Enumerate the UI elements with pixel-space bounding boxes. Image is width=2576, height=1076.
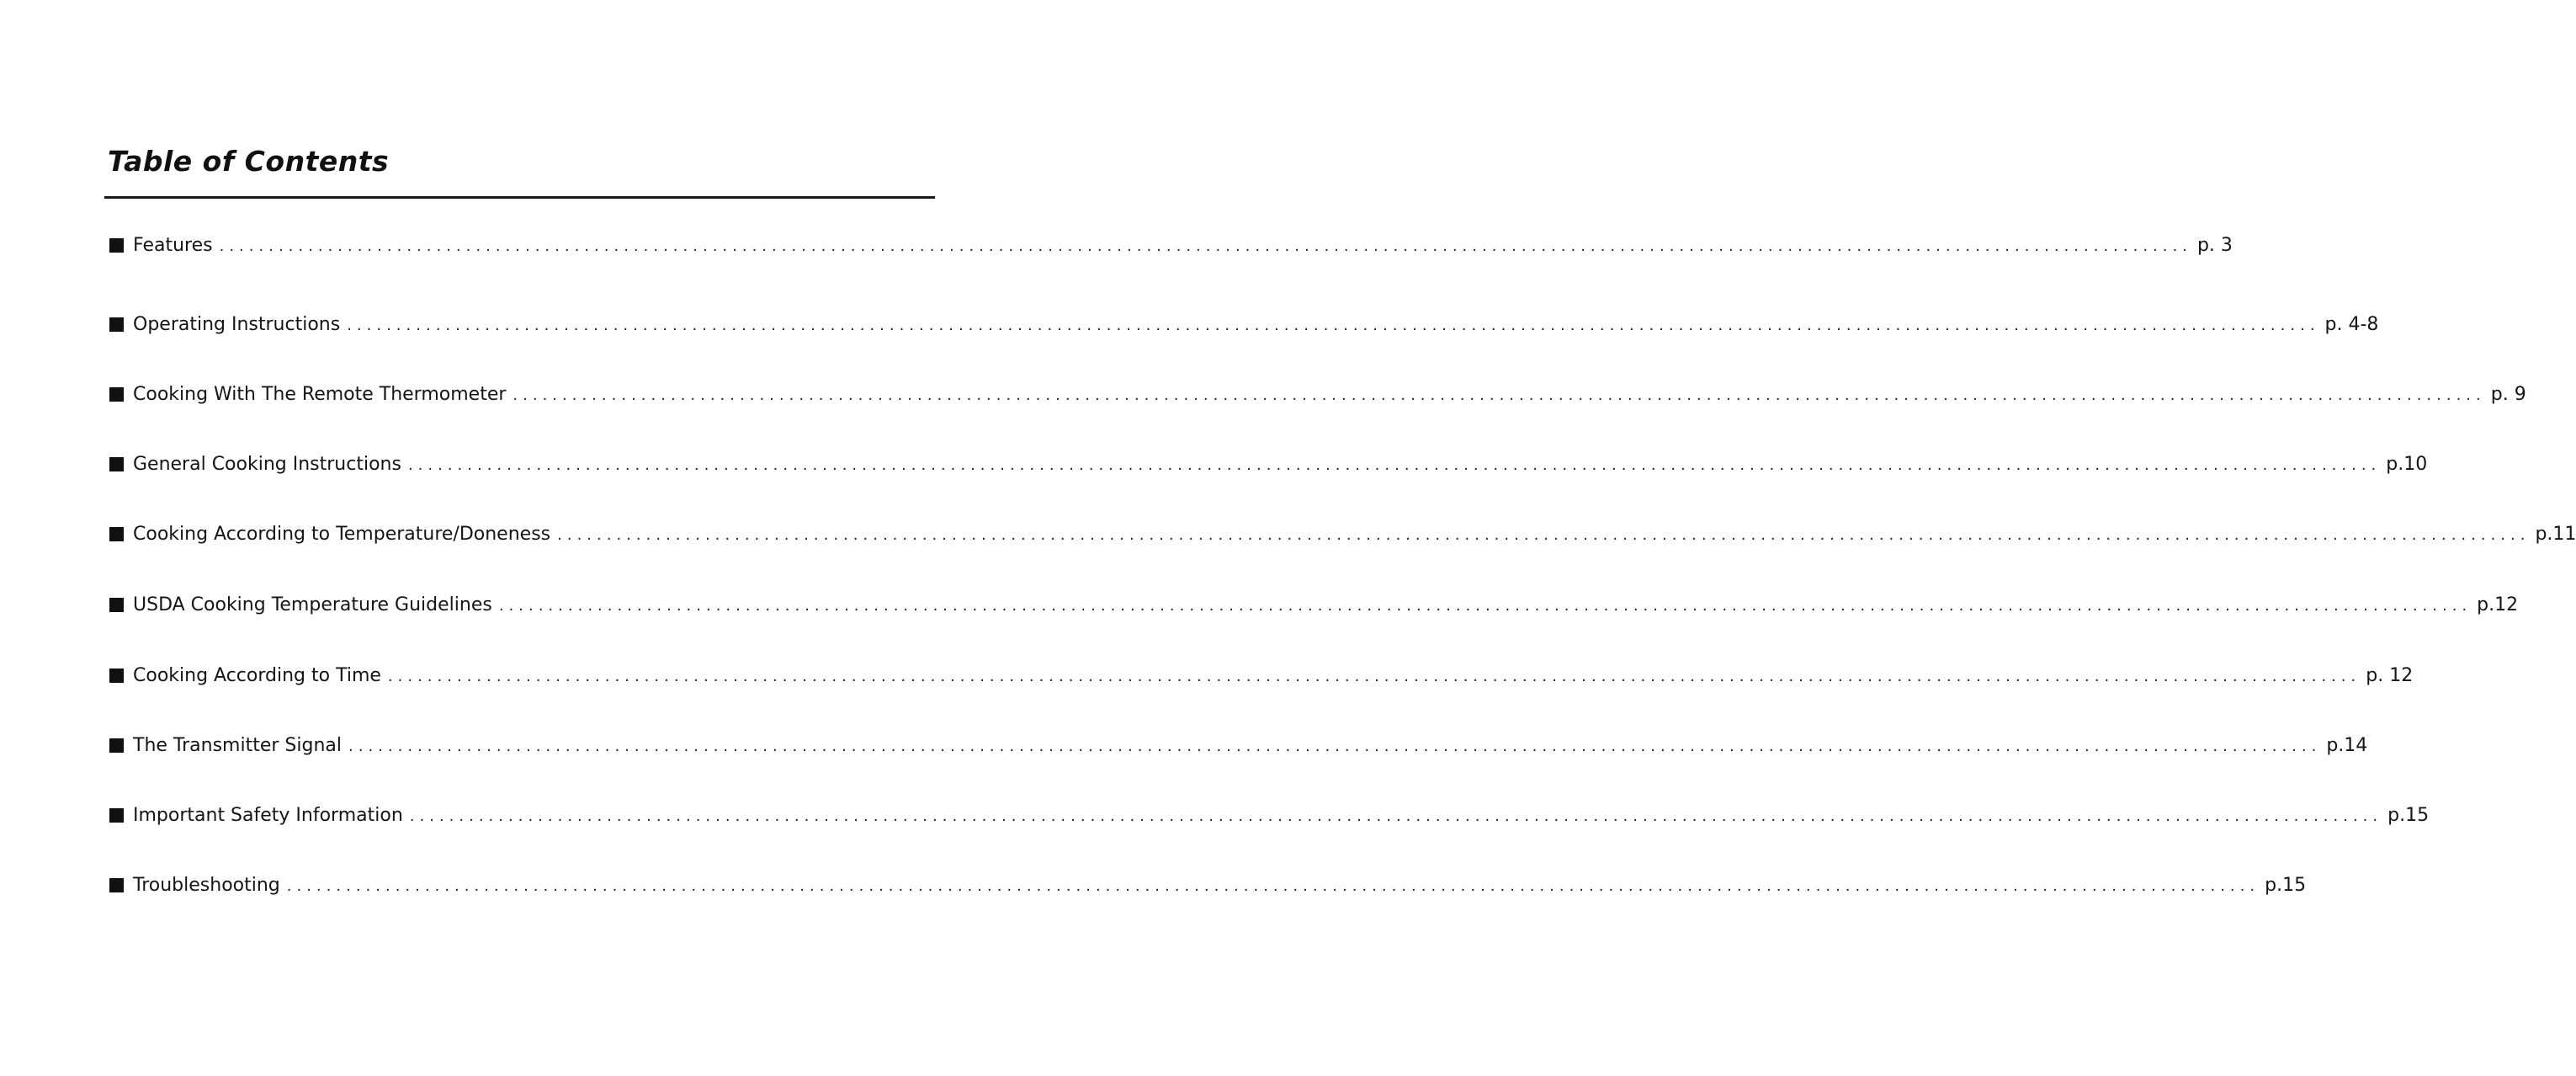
dot-leader: ........................................................................................................................................................................................................: [387, 668, 2361, 685]
dot-leader: ........................................................................................................................................................................................................: [347, 317, 2320, 334]
toc-entry-label: Important Safety Information: [133, 805, 403, 826]
square-bullet-icon: [109, 387, 124, 402]
square-bullet-icon: [109, 738, 124, 753]
toc-entry: [109, 232, 2233, 260]
toc-entry: [109, 311, 2379, 339]
toc-entry-page: p. 3: [2196, 235, 2233, 256]
page-title: Table of Contents: [108, 145, 390, 178]
toc-entry-label: Cooking With The Remote Thermometer: [133, 384, 507, 405]
toc-entry-label: Operating Instructions: [133, 314, 341, 335]
square-bullet-icon: [109, 598, 124, 612]
square-bullet-icon: [109, 457, 124, 471]
toc-entry-label: Cooking According to Temperature/Doneness: [133, 524, 551, 545]
toc-entry-label: Features: [133, 235, 213, 256]
toc-entry-label: USDA Cooking Temperature Guidelines: [133, 594, 492, 615]
dot-leader: ........................................................................................................................................................................................................: [409, 807, 2383, 825]
toc-entry: [109, 450, 2428, 479]
toc-entry-page: p.14: [2326, 735, 2368, 756]
toc-entry-page: p.15: [2387, 805, 2430, 826]
toc-entry: [109, 802, 2430, 830]
toc-entry-page: p.11: [2535, 524, 2576, 545]
toc-entry-label: Troubleshooting: [133, 875, 280, 896]
toc-entry: [109, 591, 2519, 620]
toc-entry-label: General Cooking Instructions: [133, 454, 401, 475]
square-bullet-icon: [109, 317, 124, 332]
toc-entry-page: p. 4-8: [2324, 314, 2379, 335]
toc-entry-label: The Transmitter Signal: [133, 735, 342, 756]
dot-leader: ........................................................................................................................................................................................................: [286, 877, 2260, 895]
square-bullet-icon: [109, 238, 124, 253]
dot-leader: ........................................................................................................................................................................................................: [348, 738, 2322, 755]
dot-leader: ........................................................................................................................................................................................................: [219, 237, 2192, 255]
square-bullet-icon: [109, 808, 124, 823]
toc-entry-label: Cooking According to Time: [133, 665, 381, 686]
toc-entry-page: p.12: [2477, 594, 2519, 615]
square-bullet-icon: [109, 527, 124, 541]
square-bullet-icon: [109, 878, 124, 892]
dot-leader: ........................................................................................................................................................................................................: [557, 526, 2531, 544]
toc-entry-page: p. 9: [2490, 384, 2526, 405]
toc-entry-page: p. 12: [2366, 665, 2414, 686]
toc-entry: [109, 871, 2307, 900]
toc-entry: [109, 381, 2526, 409]
toc-entry: [109, 662, 2414, 690]
toc-entry-page: p.10: [2386, 454, 2428, 475]
toc-entry: [109, 520, 2576, 549]
title-divider: [104, 196, 935, 199]
dot-leader: ........................................................................................................................................................................................................: [498, 597, 2472, 615]
dot-leader: ........................................................................................................................................................................................................: [513, 386, 2486, 404]
toc-entry: [109, 732, 2368, 760]
toc-entry-page: p.15: [2265, 875, 2307, 896]
dot-leader: ........................................................................................................................................................................................................: [407, 456, 2382, 474]
square-bullet-icon: [109, 669, 124, 683]
